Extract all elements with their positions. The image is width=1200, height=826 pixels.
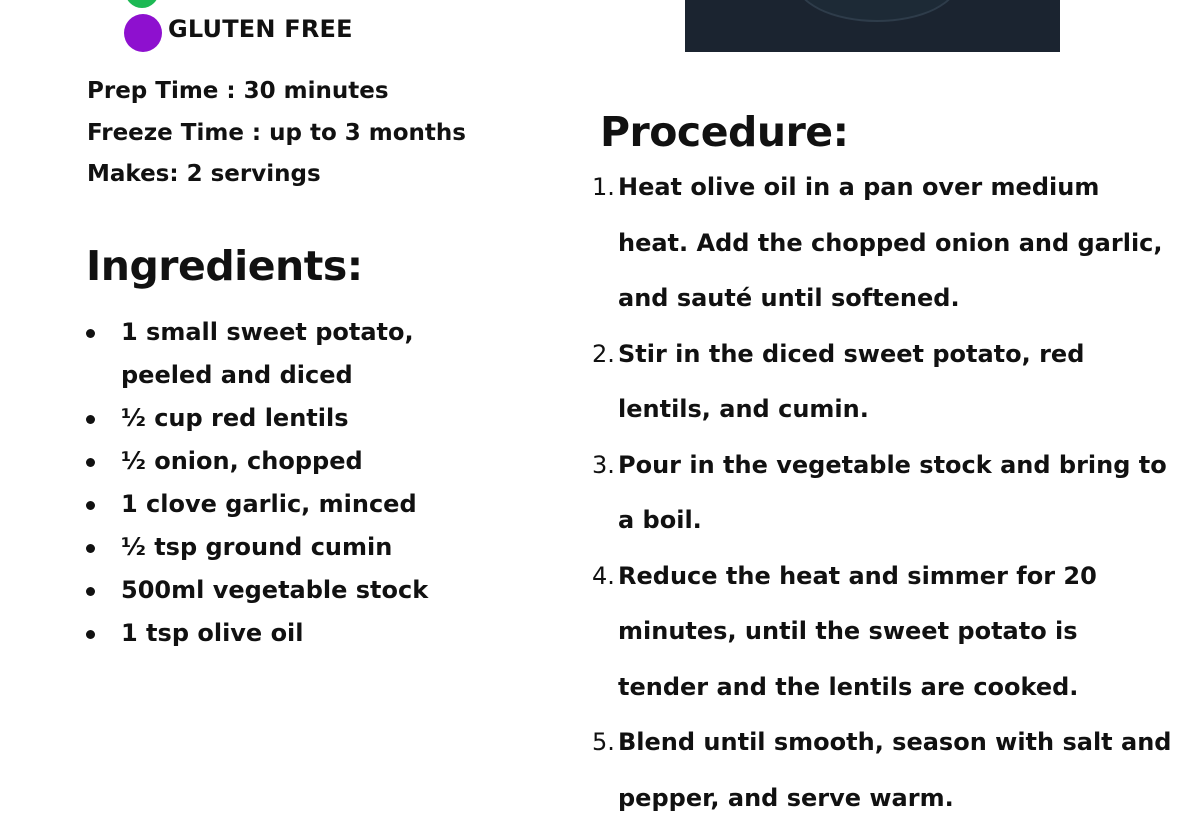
ingredient-item: ½ cup red lentils [86,397,506,440]
ingredient-item: ½ tsp ground cumin [86,526,506,569]
step-number: 5. [592,728,615,756]
step-number: 2. [592,339,615,368]
bullet-icon [86,544,95,553]
bullet-icon [86,415,95,424]
step-text: Blend until smooth, season with salt and pepper, and serve warm. [618,728,1172,812]
green-badge-dot [125,0,159,8]
ingredient-item: 1 clove garlic, minced [86,483,506,526]
procedure-steps [592,160,1172,826]
bullet-icon [86,501,95,510]
procedure-step [592,549,1172,716]
step-number: 4. [592,561,615,590]
ingredients-heading: Ingredients: [86,242,363,290]
bullet-icon [86,329,95,338]
gluten-free-label: GLUTEN FREE [168,15,353,43]
step-text: Pour in the vegetable stock and bring to a boil. [618,450,1167,534]
ingredients-list [86,311,506,655]
ingredient-item: 1 tsp olive oil [86,612,506,655]
step-text: Reduce the heat and simmer for 20 minutes, until the sweet potato is tender and the lentils are cooked. [618,561,1097,701]
procedure-heading: Procedure: [600,108,849,156]
bowl-rim [795,0,959,22]
bullet-icon [86,587,95,596]
step-number: 1. [592,173,615,201]
ingredient-item: ½ onion, chopped [86,440,506,483]
procedure-step [592,438,1172,549]
procedure-step [592,160,1172,327]
step-number: 3. [592,450,615,479]
bullet-icon [86,458,95,467]
gluten-free-dot [124,14,162,52]
ingredient-item: 500ml vegetable stock [86,569,506,612]
procedure-step [592,715,1172,826]
procedure-step [592,327,1172,438]
soup-photo [685,0,1060,52]
step-text: Heat olive oil in a pan over medium heat. Add the chopped onion and garlic, and sauté until softened. [618,173,1163,312]
freeze-time: Freeze Time : up to 3 months [87,120,466,146]
bullet-icon [86,630,95,639]
servings: Makes: 2 servings [87,161,321,187]
ingredient-item: 1 small sweet potato, peeled and diced [86,311,506,397]
step-text: Stir in the diced sweet potato, red lentils, and cumin. [618,339,1085,423]
prep-time: Prep Time : 30 minutes [87,78,389,104]
